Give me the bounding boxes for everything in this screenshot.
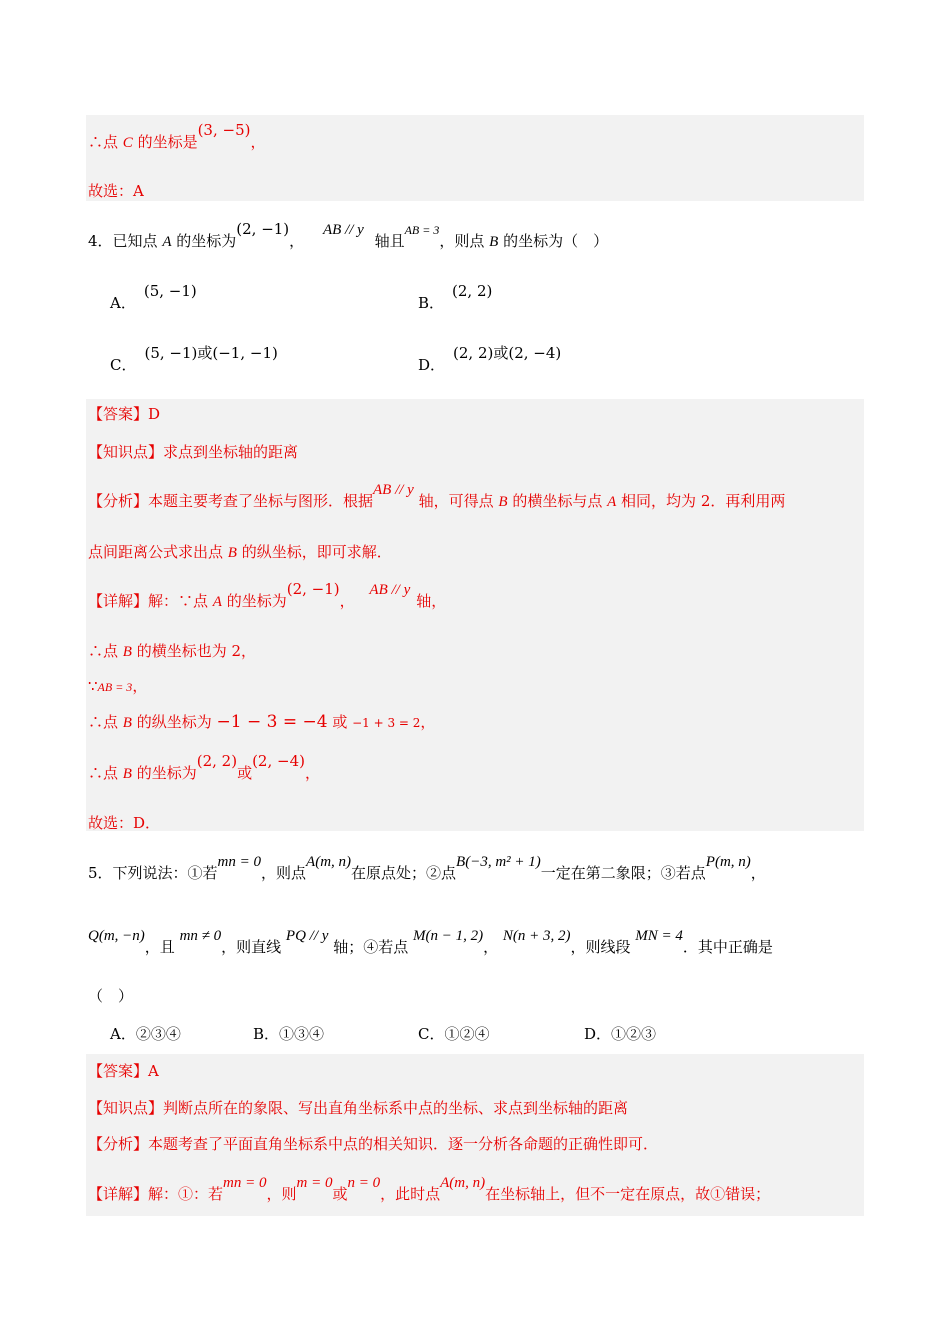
prev-solution-line-1: ∴点 C 的坐标是(3, −5)， (88, 121, 266, 151)
q4-option-b-text: (2, 2) (452, 282, 493, 300)
q5-option-a[interactable] (110, 1023, 181, 1045)
q5-detail-line-1: 【详解】解：①：若mn = 0，则m = 0或n = 0，此时点A(m, n)在坐标轴上，但不一定在原点，故①错误； (88, 1175, 771, 1203)
q5-option-b-text: ①③④ (279, 1025, 325, 1043)
q4-option-c-label: C． (110, 356, 137, 374)
q5-stem-line-2: Q(m, −n)，且 mn ≠ 0，则直线 PQ // y 轴；④若点 M(n − 1, 2)， N(n + 3, 2)，则线段 MN = 4．其中正确是 (88, 928, 773, 956)
q5-answer: 【答案】A (88, 1062, 159, 1080)
q4-detail-line-4: ∴点 B 的纵坐标为 −1 − 3 = −4 或 −1 + 3 = 2， (88, 712, 436, 732)
q4-analysis-line-2: 点间距离公式求出点 B 的纵坐标，即可求解． (88, 543, 392, 561)
q4-option-a-text: (5, −1) (143, 282, 197, 300)
q5-analysis: 【分析】本题考查了平面直角坐标系中点的相关知识．逐一分析各命题的正确性即可． (88, 1135, 659, 1153)
q4-analysis-line-1: 【分析】本题主要考查了坐标与图形．根据AB // y 轴，可得点 B 的横坐标与点 A 相同，均为 2．再利用两 (88, 482, 786, 510)
q5-stem-line-1: 5．下列说法：①若mn = 0，则点A(m, n)在原点处；②点B(−3, m² + 1)一定在第二象限；③若点P(m, n)， (88, 854, 766, 882)
prev-solution-line-2: 故选：A (88, 182, 144, 200)
q4-knowledge: 【知识点】求点到坐标轴的距离 (88, 443, 299, 461)
q4-detail-line-5: ∴点 B 的坐标为(2, 2)或(2, −4)， (88, 752, 320, 782)
q5-option-b[interactable] (253, 1023, 324, 1045)
q5-option-c-text: ①②④ (444, 1025, 490, 1043)
q4-option-a-label: A． (110, 294, 136, 312)
q4-option-d-text: (2, 2)或(2, −4) (453, 344, 562, 362)
q5-stem-line-3: （ ） (88, 987, 134, 1005)
q5-option-a-label: A． (110, 1025, 136, 1043)
q5-option-c[interactable] (418, 1023, 490, 1045)
q5-option-a-text: ②③④ (135, 1025, 181, 1043)
q4-option-b[interactable] (418, 282, 493, 314)
q4-option-a[interactable] (110, 282, 197, 314)
q4-option-c[interactable] (110, 344, 278, 376)
q4-option-d-label: D． (418, 356, 446, 374)
q5-option-c-label: C． (418, 1025, 445, 1043)
q4-stem: 4．已知点 A 的坐标为(2, −1)， AB // y 轴且$^{AB = 3}$，则点 B 的坐标为（ ） (88, 220, 609, 250)
q4-detail-line-3: ∵AB = 3， (88, 677, 148, 695)
q5-option-d-label: D． (584, 1025, 612, 1043)
q4-option-b-label: B． (418, 294, 445, 312)
q4-option-c-text: (5, −1)或(−1, −1) (144, 344, 278, 362)
q4-detail-line-6: 故选：D． (88, 814, 161, 832)
q5-option-b-label: B． (253, 1025, 280, 1043)
q4-option-d[interactable] (418, 344, 562, 376)
q5-knowledge: 【知识点】判断点所在的象限、写出直角坐标系中点的坐标、求点到坐标轴的距离 (88, 1099, 629, 1117)
q4-detail-line-2: ∴点 B 的横坐标也为 2， (88, 642, 257, 660)
q4-answer: 【答案】D (88, 405, 161, 423)
q5-option-d-text: ①②③ (611, 1025, 657, 1043)
q4-detail-line-1: 【详解】解：∵点 A 的坐标为(2, −1)， AB // y轴， (88, 580, 447, 610)
q5-option-d[interactable] (584, 1023, 656, 1045)
